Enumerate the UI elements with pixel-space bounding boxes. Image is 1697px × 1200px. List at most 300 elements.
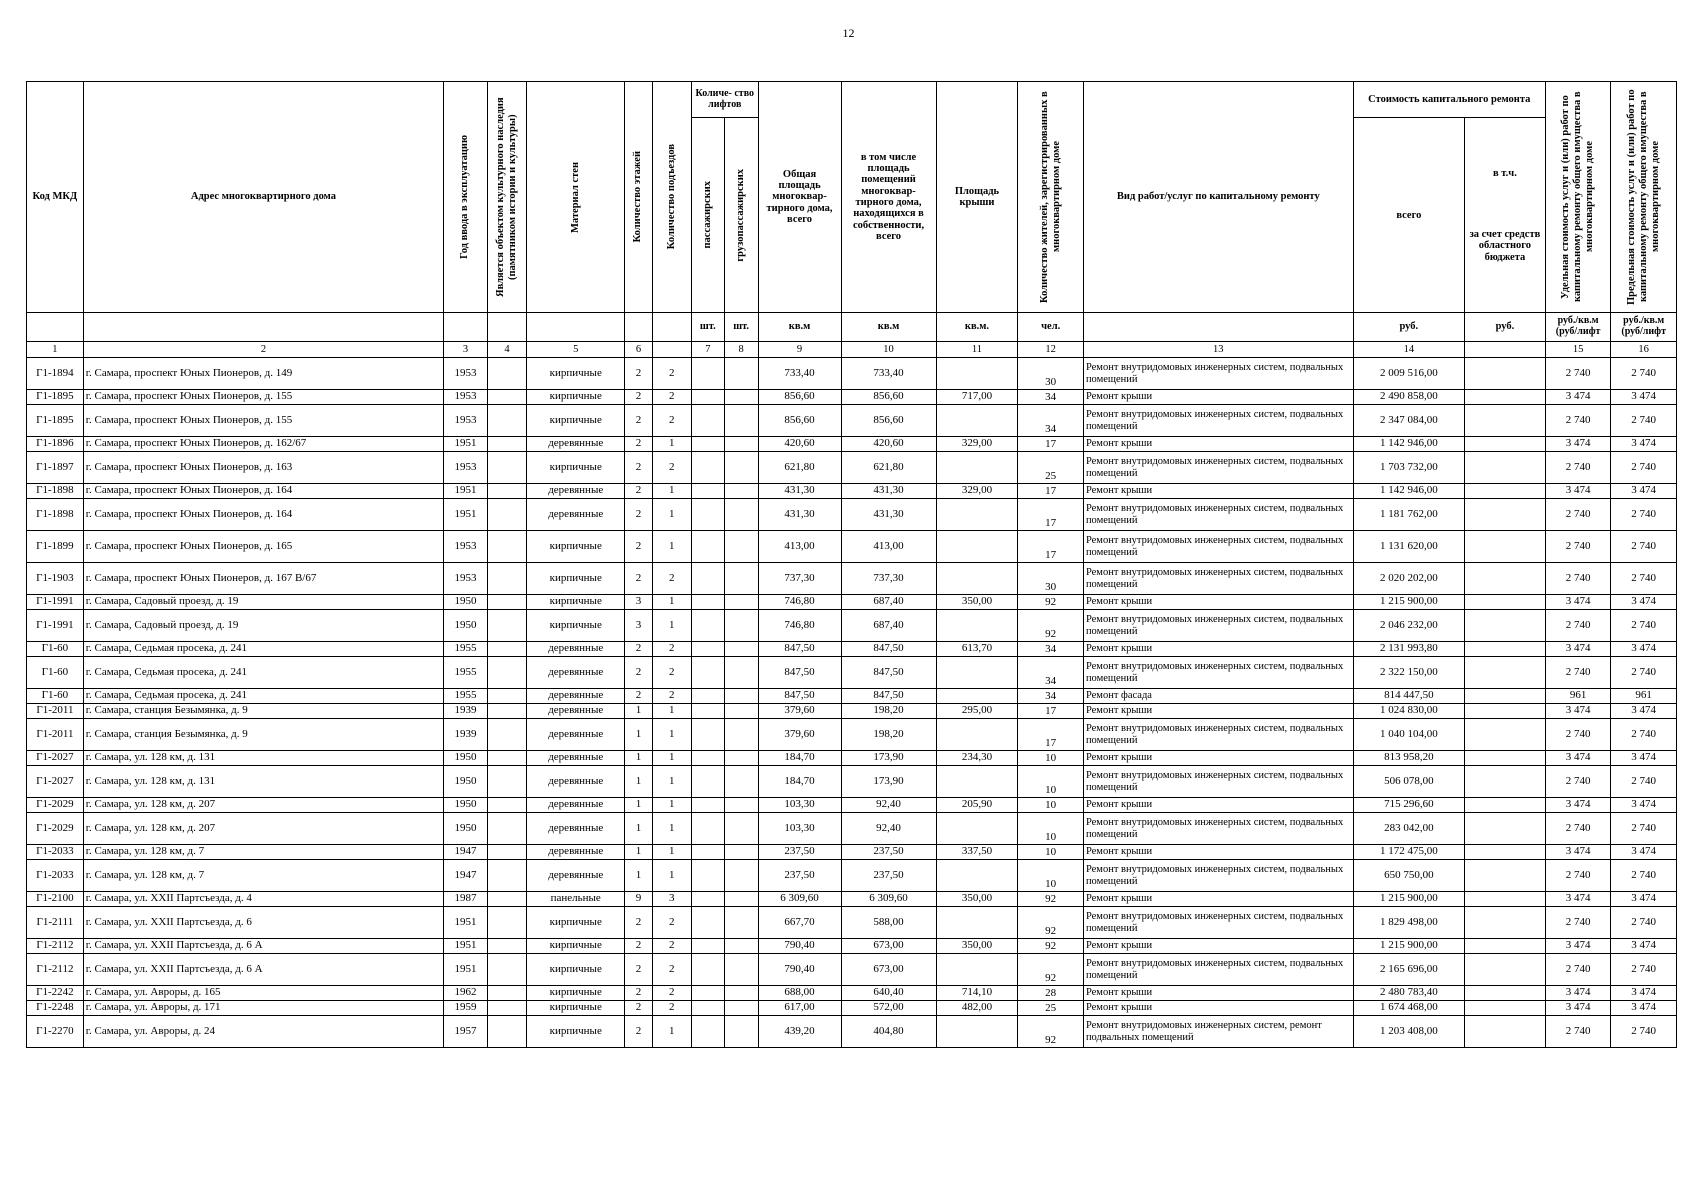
cell-code: Г1-1896 [27, 437, 84, 452]
cell-cost-total: 1 172 475,00 [1353, 845, 1464, 860]
cell-cost-regional [1465, 390, 1546, 405]
cell-roof-area: 329,00 [936, 484, 1018, 499]
cell-roof-area [936, 610, 1018, 642]
cell-roof-area [936, 405, 1018, 437]
cell-limit-cost: 2 740 [1611, 719, 1677, 751]
cell-cost-regional [1465, 531, 1546, 563]
cell-heritage [487, 907, 526, 939]
cell-passenger-lifts [691, 595, 724, 610]
cell-owned-area: 733,40 [841, 358, 936, 390]
cell-total-area: 420,60 [758, 437, 841, 452]
cell-cost-total: 2 009 516,00 [1353, 358, 1464, 390]
cell-residents: 34 [1018, 390, 1084, 405]
cell-roof-area: 205,90 [936, 798, 1018, 813]
cell-cost-regional [1465, 860, 1546, 892]
table-row [27, 405, 1677, 437]
cell-code: Г1-2242 [27, 986, 84, 1001]
cell-material: деревянные [527, 845, 625, 860]
cell-cost-total: 1 142 946,00 [1353, 484, 1464, 499]
cell-address: г. Самара, ул. XXII Партсъезда, д. 6 [83, 907, 443, 939]
header-work-type: Вид работ/услуг по капитальному ремонту [1083, 82, 1353, 313]
cell-entrances: 2 [652, 642, 691, 657]
cell-cost-total: 813 958,20 [1353, 751, 1464, 766]
cell-entrances: 2 [652, 358, 691, 390]
cell-address: г. Самара, проспект Юных Пионеров, д. 149 [83, 358, 443, 390]
cell-residents: 92 [1018, 954, 1084, 986]
cell-floors: 2 [625, 358, 652, 390]
cell-address: г. Самара, Садовый проезд, д. 19 [83, 610, 443, 642]
cell-heritage [487, 437, 526, 452]
cell-residents: 92 [1018, 892, 1084, 907]
cell-total-area: 439,20 [758, 1016, 841, 1048]
cell-owned-area: 92,40 [841, 813, 936, 845]
cell-total-area: 379,60 [758, 704, 841, 719]
cell-roof-area [936, 813, 1018, 845]
header-material: Материал стен [569, 161, 581, 233]
cell-code: Г1-2011 [27, 719, 84, 751]
cell-residents: 10 [1018, 813, 1084, 845]
cell-entrances: 2 [652, 452, 691, 484]
cell-heritage [487, 390, 526, 405]
cell-address: г. Самара, ул. 128 км, д. 7 [83, 860, 443, 892]
cell-cost-regional [1465, 563, 1546, 595]
cell-heritage [487, 595, 526, 610]
cell-entrances: 1 [652, 484, 691, 499]
cell-year: 1950 [444, 595, 488, 610]
cell-work-type: Ремонт внутридомовых инженерных систем, подвальных помещений [1083, 860, 1353, 892]
cell-year: 1953 [444, 405, 488, 437]
cell-cost-regional [1465, 405, 1546, 437]
cell-entrances: 1 [652, 1016, 691, 1048]
header-roof-area: Площадь крыши [936, 82, 1018, 313]
cell-roof-area [936, 689, 1018, 704]
cell-material: кирпичные [527, 610, 625, 642]
cell-unit-cost: 2 740 [1545, 499, 1611, 531]
unit-unit-cost: руб./кв.м (руб/лифт [1545, 313, 1611, 342]
cell-owned-area: 847,50 [841, 642, 936, 657]
cell-cargo-lifts [724, 892, 758, 907]
cell-cargo-lifts [724, 751, 758, 766]
cell-cost-total: 2 490 858,00 [1353, 390, 1464, 405]
cell-total-area: 431,30 [758, 499, 841, 531]
cell-cost-regional [1465, 813, 1546, 845]
cell-code: Г1-1894 [27, 358, 84, 390]
cell-limit-cost: 3 474 [1611, 751, 1677, 766]
cell-heritage [487, 704, 526, 719]
cell-material: кирпичные [527, 1016, 625, 1048]
cell-address: г. Самара, Седьмая просека, д. 241 [83, 689, 443, 704]
cell-passenger-lifts [691, 1016, 724, 1048]
cell-year: 1951 [444, 437, 488, 452]
cell-entrances: 1 [652, 531, 691, 563]
table-row [27, 390, 1677, 405]
cell-residents: 92 [1018, 1016, 1084, 1048]
cell-owned-area: 687,40 [841, 595, 936, 610]
header-residents: Количество жителей, зарегистрированных в многоквартирном доме [1038, 91, 1062, 303]
cell-address: г. Самара, проспект Юных Пионеров, д. 167 В/67 [83, 563, 443, 595]
table-row [27, 452, 1677, 484]
cell-work-type: Ремонт крыши [1083, 751, 1353, 766]
cell-code: Г1-60 [27, 657, 84, 689]
cell-total-area: 621,80 [758, 452, 841, 484]
cell-cost-regional [1465, 499, 1546, 531]
cell-year: 1950 [444, 766, 488, 798]
cell-total-area: 184,70 [758, 766, 841, 798]
cell-unit-cost: 3 474 [1545, 437, 1611, 452]
cell-unit-cost: 2 740 [1545, 1016, 1611, 1048]
table-row [27, 860, 1677, 892]
column-number: 15 [1545, 342, 1611, 358]
cell-cost-total: 283 042,00 [1353, 813, 1464, 845]
cell-passenger-lifts [691, 499, 724, 531]
cell-work-type: Ремонт внутридомовых инженерных систем, подвальных помещений [1083, 813, 1353, 845]
cell-roof-area: 350,00 [936, 939, 1018, 954]
cell-heritage [487, 484, 526, 499]
cell-address: г. Самара, станция Безымянка, д. 9 [83, 704, 443, 719]
table-row [27, 813, 1677, 845]
cell-unit-cost: 961 [1545, 689, 1611, 704]
cell-entrances: 2 [652, 563, 691, 595]
cell-address: г. Самара, станция Безымянка, д. 9 [83, 719, 443, 751]
cell-unit-cost: 3 474 [1545, 939, 1611, 954]
cell-cost-total: 2 046 232,00 [1353, 610, 1464, 642]
cell-heritage [487, 642, 526, 657]
cell-year: 1957 [444, 1016, 488, 1048]
cell-owned-area: 173,90 [841, 751, 936, 766]
cell-entrances: 2 [652, 954, 691, 986]
cell-cargo-lifts [724, 358, 758, 390]
column-number [652, 342, 691, 358]
table-row [27, 657, 1677, 689]
cell-work-type: Ремонт крыши [1083, 986, 1353, 1001]
cell-total-area: 103,30 [758, 813, 841, 845]
cell-code: Г1-2112 [27, 939, 84, 954]
cell-floors: 3 [625, 595, 652, 610]
cell-cargo-lifts [724, 1001, 758, 1016]
cell-cargo-lifts [724, 939, 758, 954]
header-heritage: Является объектом культурного наследия (памятником истории и культуры) [494, 97, 518, 297]
cell-code: Г1-2270 [27, 1016, 84, 1048]
cell-limit-cost: 3 474 [1611, 642, 1677, 657]
cell-passenger-lifts [691, 437, 724, 452]
cell-work-type: Ремонт внутридомовых инженерных систем, подвальных помещений [1083, 405, 1353, 437]
cell-year: 1987 [444, 892, 488, 907]
cell-cargo-lifts [724, 452, 758, 484]
cell-passenger-lifts [691, 563, 724, 595]
cell-material: деревянные [527, 657, 625, 689]
header-floors: Количество этажей [632, 151, 644, 243]
cell-cargo-lifts [724, 813, 758, 845]
cell-material: кирпичные [527, 452, 625, 484]
cell-address: г. Самара, ул. 128 км, д. 207 [83, 798, 443, 813]
cell-cost-total: 1 181 762,00 [1353, 499, 1464, 531]
cell-code: Г1-1898 [27, 499, 84, 531]
table-row [27, 358, 1677, 390]
cell-address: г. Самара, ул. Авроры, д. 24 [83, 1016, 443, 1048]
cell-floors: 2 [625, 954, 652, 986]
cell-passenger-lifts [691, 860, 724, 892]
cell-residents: 17 [1018, 484, 1084, 499]
cell-passenger-lifts [691, 704, 724, 719]
cell-owned-area: 673,00 [841, 954, 936, 986]
cell-floors: 1 [625, 719, 652, 751]
cell-unit-cost: 3 474 [1545, 704, 1611, 719]
cell-work-type: Ремонт внутридомовых инженерных систем, подвальных помещений [1083, 907, 1353, 939]
unit-limit-cost: руб./кв.м (руб/лифт [1611, 313, 1677, 342]
cell-residents: 92 [1018, 939, 1084, 954]
cell-cost-total: 1 829 498,00 [1353, 907, 1464, 939]
table-row [27, 798, 1677, 813]
cell-entrances: 2 [652, 390, 691, 405]
cell-unit-cost: 3 474 [1545, 751, 1611, 766]
cell-code: Г1-1991 [27, 610, 84, 642]
cell-address: г. Самара, ул. Авроры, д. 171 [83, 1001, 443, 1016]
table-row [27, 766, 1677, 798]
cell-cost-regional [1465, 1001, 1546, 1016]
cell-code: Г1-2029 [27, 813, 84, 845]
cell-material: кирпичные [527, 358, 625, 390]
cell-cargo-lifts [724, 499, 758, 531]
cell-entrances: 2 [652, 689, 691, 704]
cell-floors: 9 [625, 892, 652, 907]
cell-floors: 2 [625, 563, 652, 595]
cell-cargo-lifts [724, 405, 758, 437]
header-lifts: Количе- ство лифтов [691, 82, 758, 118]
cell-heritage [487, 751, 526, 766]
cell-heritage [487, 689, 526, 704]
cell-code: Г1-2100 [27, 892, 84, 907]
column-number: 11 [936, 342, 1018, 358]
cell-residents: 28 [1018, 986, 1084, 1001]
cell-residents: 10 [1018, 845, 1084, 860]
cell-cost-regional [1465, 907, 1546, 939]
cell-owned-area: 572,00 [841, 1001, 936, 1016]
cell-cost-total: 506 078,00 [1353, 766, 1464, 798]
cell-unit-cost: 2 740 [1545, 610, 1611, 642]
column-number: 7 [691, 342, 724, 358]
cell-passenger-lifts [691, 892, 724, 907]
cell-residents: 17 [1018, 719, 1084, 751]
column-number: 16 [1611, 342, 1677, 358]
cell-cost-regional [1465, 845, 1546, 860]
cell-roof-area [936, 907, 1018, 939]
cell-residents: 10 [1018, 860, 1084, 892]
cell-floors: 1 [625, 845, 652, 860]
cell-residents: 34 [1018, 689, 1084, 704]
cell-floors: 2 [625, 452, 652, 484]
cell-year: 1950 [444, 798, 488, 813]
cell-residents: 17 [1018, 437, 1084, 452]
column-number: 5 [527, 342, 625, 358]
cell-cost-regional [1465, 751, 1546, 766]
cell-material: кирпичные [527, 939, 625, 954]
cell-code: Г1-2111 [27, 907, 84, 939]
unit-owned-area: кв.м [841, 313, 936, 342]
cell-cost-regional [1465, 704, 1546, 719]
cell-material: панельные [527, 892, 625, 907]
cell-cost-total: 1 674 468,00 [1353, 1001, 1464, 1016]
cell-passenger-lifts [691, 610, 724, 642]
unit-total-area: кв.м [758, 313, 841, 342]
cell-passenger-lifts [691, 798, 724, 813]
cell-cost-total: 1 215 900,00 [1353, 595, 1464, 610]
cell-year: 1951 [444, 499, 488, 531]
cell-year: 1955 [444, 642, 488, 657]
cell-floors: 1 [625, 704, 652, 719]
cell-floors: 2 [625, 531, 652, 563]
cell-limit-cost: 3 474 [1611, 437, 1677, 452]
cell-year: 1947 [444, 845, 488, 860]
cell-owned-area: 404,80 [841, 1016, 936, 1048]
cell-unit-cost: 2 740 [1545, 657, 1611, 689]
cell-passenger-lifts [691, 642, 724, 657]
cell-year: 1947 [444, 860, 488, 892]
header-address: Адрес многоквартирного дома [83, 82, 443, 313]
cell-roof-area: 350,00 [936, 595, 1018, 610]
cell-floors: 1 [625, 860, 652, 892]
unit-cost-total: руб. [1353, 313, 1464, 342]
cell-total-area: 790,40 [758, 939, 841, 954]
cell-year: 1950 [444, 813, 488, 845]
cell-residents: 10 [1018, 766, 1084, 798]
cell-floors: 2 [625, 657, 652, 689]
cell-material: деревянные [527, 766, 625, 798]
cell-cost-regional [1465, 939, 1546, 954]
cell-material: деревянные [527, 860, 625, 892]
cell-unit-cost: 3 474 [1545, 798, 1611, 813]
cell-material: деревянные [527, 719, 625, 751]
cell-heritage [487, 657, 526, 689]
cell-roof-area: 350,00 [936, 892, 1018, 907]
cell-code: Г1-60 [27, 689, 84, 704]
cell-cargo-lifts [724, 390, 758, 405]
cell-owned-area: 737,30 [841, 563, 936, 595]
table-row [27, 751, 1677, 766]
cell-cost-regional [1465, 719, 1546, 751]
cell-work-type: Ремонт внутридомовых инженерных систем, подвальных помещений [1083, 499, 1353, 531]
cell-residents: 92 [1018, 610, 1084, 642]
cell-cost-total: 1 203 408,00 [1353, 1016, 1464, 1048]
cell-material: кирпичные [527, 595, 625, 610]
cell-unit-cost: 3 474 [1545, 1001, 1611, 1016]
cell-work-type: Ремонт крыши [1083, 484, 1353, 499]
cell-year: 1951 [444, 484, 488, 499]
cell-total-area: 431,30 [758, 484, 841, 499]
cell-floors: 2 [625, 405, 652, 437]
table-row [27, 531, 1677, 563]
cell-total-area: 856,60 [758, 405, 841, 437]
cell-owned-area: 588,00 [841, 907, 936, 939]
cell-cargo-lifts [724, 689, 758, 704]
cell-year: 1953 [444, 390, 488, 405]
cell-limit-cost: 3 474 [1611, 484, 1677, 499]
cell-residents: 17 [1018, 499, 1084, 531]
cell-material: кирпичные [527, 1001, 625, 1016]
cell-cost-total: 1 040 104,00 [1353, 719, 1464, 751]
cell-limit-cost: 3 474 [1611, 595, 1677, 610]
cell-floors: 2 [625, 1016, 652, 1048]
column-numbers-row [27, 342, 1677, 358]
cell-material: кирпичные [527, 390, 625, 405]
cell-passenger-lifts [691, 766, 724, 798]
cell-owned-area: 92,40 [841, 798, 936, 813]
cell-roof-area [936, 719, 1018, 751]
cell-cargo-lifts [724, 845, 758, 860]
cell-work-type: Ремонт внутридомовых инженерных систем, подвальных помещений [1083, 452, 1353, 484]
cell-total-area: 847,50 [758, 657, 841, 689]
cell-cost-regional [1465, 766, 1546, 798]
cell-total-area: 237,50 [758, 860, 841, 892]
cell-heritage [487, 954, 526, 986]
cell-heritage [487, 892, 526, 907]
cell-cost-total: 2 131 993,80 [1353, 642, 1464, 657]
cell-entrances: 1 [652, 798, 691, 813]
cell-cargo-lifts [724, 437, 758, 452]
cell-year: 1953 [444, 452, 488, 484]
cell-address: г. Самара, ул. 128 км, д. 207 [83, 813, 443, 845]
cell-cost-regional [1465, 484, 1546, 499]
cell-passenger-lifts [691, 484, 724, 499]
cell-work-type: Ремонт крыши [1083, 437, 1353, 452]
cell-cargo-lifts [724, 657, 758, 689]
cell-cost-regional [1465, 892, 1546, 907]
cell-residents: 92 [1018, 595, 1084, 610]
header-unit-cost: Удельная стоимость услуг и (или) работ по капитальному ремонту общего имущества в многоквартирном доме [1560, 91, 1596, 303]
cell-total-area: 746,80 [758, 610, 841, 642]
cell-work-type: Ремонт крыши [1083, 845, 1353, 860]
cell-residents: 25 [1018, 452, 1084, 484]
cell-limit-cost: 2 740 [1611, 657, 1677, 689]
capital-repair-table [26, 81, 1677, 1048]
cell-cargo-lifts [724, 484, 758, 499]
cell-year: 1955 [444, 689, 488, 704]
header-entrances: Количество подъездов [665, 144, 677, 250]
header-total-area: Общая площадь многоквар- тирного дома, всего [758, 82, 841, 313]
cell-address: г. Самара, ул. 128 км, д. 131 [83, 751, 443, 766]
cell-code: Г1-1903 [27, 563, 84, 595]
cell-year: 1939 [444, 704, 488, 719]
cell-material: деревянные [527, 484, 625, 499]
cell-entrances: 3 [652, 892, 691, 907]
cell-address: г. Самара, проспект Юных Пионеров, д. 155 [83, 390, 443, 405]
cell-material: деревянные [527, 798, 625, 813]
cell-cost-total: 1 142 946,00 [1353, 437, 1464, 452]
table-row [27, 719, 1677, 751]
cell-code: Г1-1895 [27, 390, 84, 405]
cell-owned-area: 431,30 [841, 499, 936, 531]
cell-unit-cost: 2 740 [1545, 358, 1611, 390]
table-row [27, 704, 1677, 719]
cell-total-area: 856,60 [758, 390, 841, 405]
cell-cost-regional [1465, 642, 1546, 657]
cell-year: 1953 [444, 563, 488, 595]
cell-heritage [487, 563, 526, 595]
cell-work-type: Ремонт внутридомовых инженерных систем, подвальных помещений [1083, 954, 1353, 986]
cell-limit-cost: 961 [1611, 689, 1677, 704]
cell-cargo-lifts [724, 642, 758, 657]
cell-unit-cost: 2 740 [1545, 766, 1611, 798]
table-row [27, 954, 1677, 986]
cell-owned-area: 640,40 [841, 986, 936, 1001]
cell-unit-cost: 2 740 [1545, 531, 1611, 563]
cell-roof-area: 329,00 [936, 437, 1018, 452]
table-row [27, 892, 1677, 907]
cell-total-area: 688,00 [758, 986, 841, 1001]
cell-limit-cost: 2 740 [1611, 860, 1677, 892]
cell-floors: 3 [625, 610, 652, 642]
cell-passenger-lifts [691, 531, 724, 563]
cell-year: 1951 [444, 939, 488, 954]
